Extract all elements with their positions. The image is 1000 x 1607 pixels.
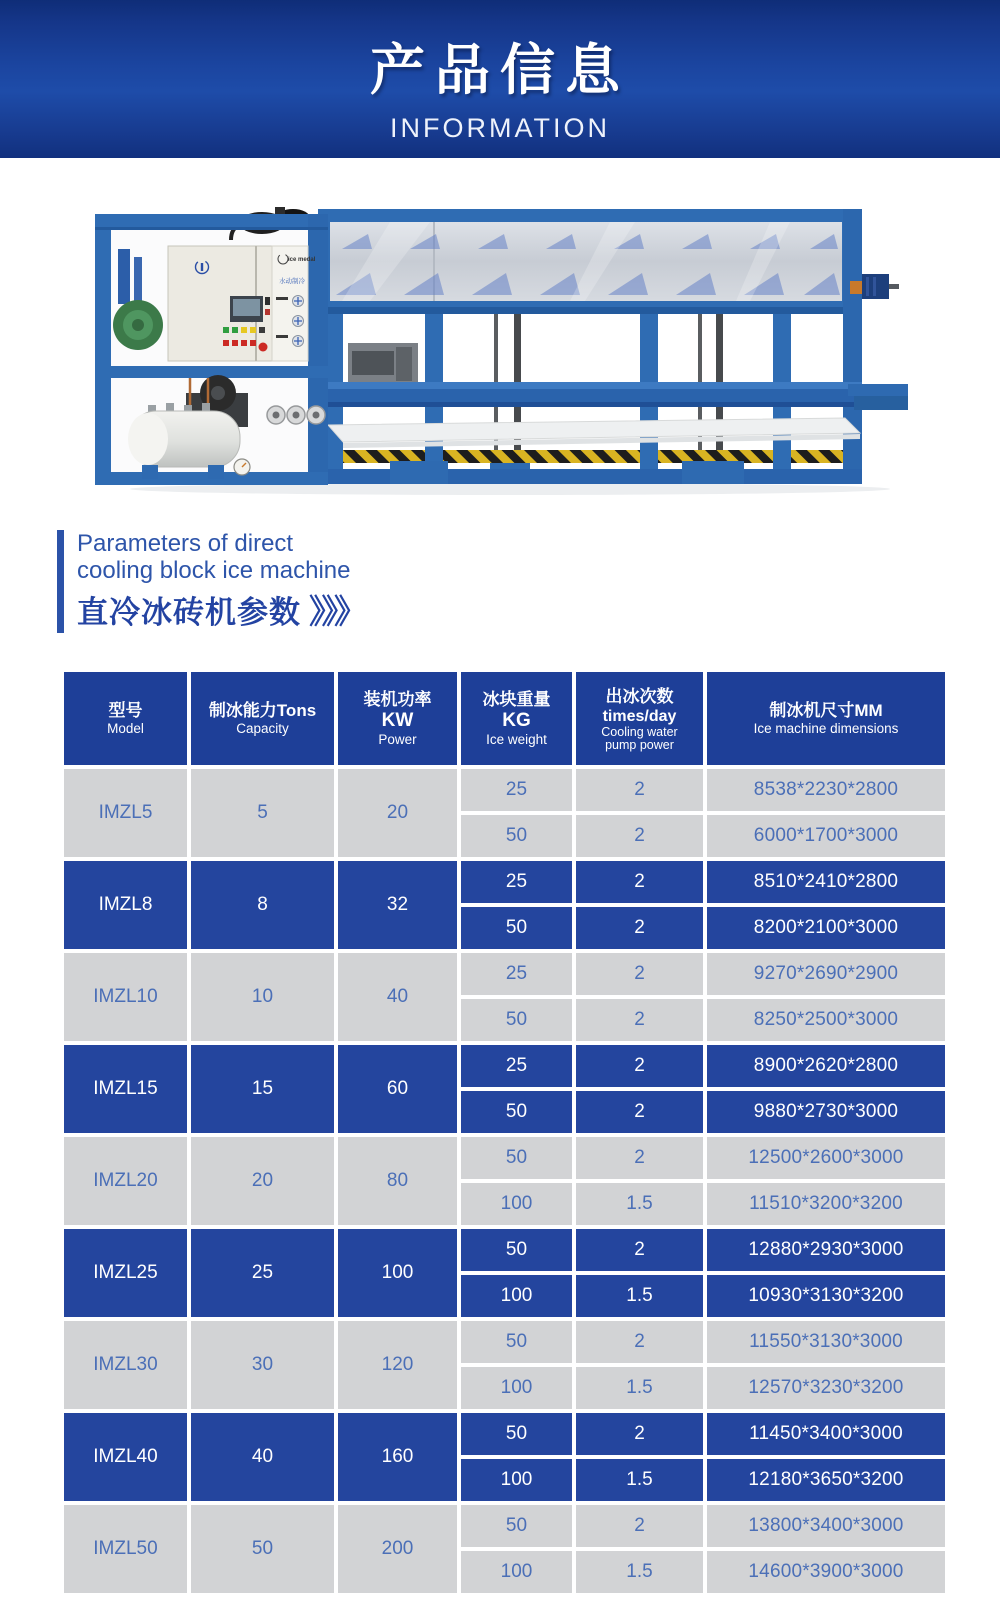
- cell-capacity: 25: [189, 1227, 336, 1319]
- cell-ice-weight: 25: [459, 951, 574, 997]
- cell-times-per-day: 2: [574, 859, 705, 905]
- cell-times-per-day: 2: [574, 1089, 705, 1135]
- control-cabinet: [168, 246, 316, 361]
- cell-dimensions: 13800*3400*3000: [705, 1503, 947, 1549]
- cell-times-per-day: 1.5: [574, 1457, 705, 1503]
- cell-power: 160: [336, 1411, 459, 1503]
- cell-model: IMZL30: [62, 1319, 189, 1411]
- table-row: [62, 767, 947, 813]
- cell-dimensions: 8200*2100*3000: [705, 905, 947, 951]
- cell-ice-weight: 50: [459, 1411, 574, 1457]
- block-ice-machine-illustration: [90, 197, 910, 497]
- table-row: [62, 951, 947, 997]
- col-header-capacity: 制冰能力Tons Capacity: [189, 670, 336, 767]
- cell-dimensions: 8538*2230*2800: [705, 767, 947, 813]
- cell-power: 80: [336, 1135, 459, 1227]
- cell-ice-weight: 50: [459, 1135, 574, 1181]
- cell-dimensions: 12500*2600*3000: [705, 1135, 947, 1181]
- cell-ice-weight: 50: [459, 1089, 574, 1135]
- cell-power: 32: [336, 859, 459, 951]
- table-row: [62, 859, 947, 905]
- table-row: [62, 1319, 947, 1365]
- col-header-dimensions: 制冰机尺寸MM Ice machine dimensions: [705, 670, 947, 767]
- cell-capacity: 8: [189, 859, 336, 951]
- product-image: [90, 197, 910, 497]
- cell-power: 100: [336, 1227, 459, 1319]
- cell-times-per-day: 2: [574, 1043, 705, 1089]
- cell-dimensions: 8510*2410*2800: [705, 859, 947, 905]
- cell-power: 40: [336, 951, 459, 1043]
- cell-capacity: 15: [189, 1043, 336, 1135]
- cell-ice-weight: 25: [459, 1043, 574, 1089]
- roller-wheels: [267, 406, 325, 424]
- cell-ice-weight: 25: [459, 767, 574, 813]
- cell-times-per-day: 1.5: [574, 1549, 705, 1595]
- cell-capacity: 40: [189, 1411, 336, 1503]
- cell-capacity: 50: [189, 1503, 336, 1595]
- banner-title: 产品信息: [369, 39, 630, 101]
- cell-model: IMZL8: [62, 859, 189, 951]
- cell-power: 20: [336, 767, 459, 859]
- cell-dimensions: 12570*3230*3200: [705, 1365, 947, 1411]
- cell-capacity: 30: [189, 1319, 336, 1411]
- col-header-model: 型号 Model: [62, 670, 189, 767]
- cell-model: IMZL5: [62, 767, 189, 859]
- cell-times-per-day: 2: [574, 1503, 705, 1549]
- cell-ice-weight: 50: [459, 905, 574, 951]
- cell-dimensions: 11450*3400*3000: [705, 1411, 947, 1457]
- cell-ice-weight: 50: [459, 1227, 574, 1273]
- cell-dimensions: 8900*2620*2800: [705, 1043, 947, 1089]
- cell-ice-weight: 25: [459, 859, 574, 905]
- page-banner: [0, 0, 1000, 158]
- cell-dimensions: 6000*1700*3000: [705, 813, 947, 859]
- parameters-table: [62, 670, 947, 1595]
- table-header-row: [62, 670, 947, 767]
- cell-dimensions: 9270*2690*2900: [705, 951, 947, 997]
- cell-times-per-day: 2: [574, 1319, 705, 1365]
- section-title-en-line1: Parameters of direct: [77, 530, 294, 557]
- section-title-cn: 直冷冰砖机参数 》》》: [77, 586, 363, 633]
- freezing-tank-module: [308, 209, 908, 484]
- cell-power: 200: [336, 1503, 459, 1595]
- cell-times-per-day: 2: [574, 997, 705, 1043]
- cell-times-per-day: 2: [574, 1227, 705, 1273]
- heading-accent-bar: [57, 530, 64, 633]
- table-body: [62, 767, 947, 1595]
- cell-ice-weight: 100: [459, 1365, 574, 1411]
- panel-label-text: 水动制冷: [279, 278, 305, 285]
- section-title-en-line2: cooling block ice machine: [77, 557, 351, 584]
- cell-capacity: 5: [189, 767, 336, 859]
- table-row: [62, 1043, 947, 1089]
- valve-gauges: [293, 296, 304, 347]
- cell-model: IMZL25: [62, 1227, 189, 1319]
- cell-ice-weight: 100: [459, 1457, 574, 1503]
- col-header-times: 出冰次数 times/day Cooling water pump power: [574, 670, 705, 767]
- cell-ice-weight: 100: [459, 1549, 574, 1595]
- cell-times-per-day: 2: [574, 905, 705, 951]
- cell-dimensions: 11550*3130*3000: [705, 1319, 947, 1365]
- cell-ice-weight: 100: [459, 1181, 574, 1227]
- cell-times-per-day: 2: [574, 1135, 705, 1181]
- cell-ice-weight: 50: [459, 997, 574, 1043]
- cell-ice-weight: 50: [459, 1503, 574, 1549]
- cell-dimensions: 10930*3130*3200: [705, 1273, 947, 1319]
- cell-dimensions: 8250*2500*3000: [705, 997, 947, 1043]
- cell-times-per-day: 2: [574, 767, 705, 813]
- table-row: [62, 1411, 947, 1457]
- cell-model: IMZL40: [62, 1411, 189, 1503]
- cell-times-per-day: 1.5: [574, 1365, 705, 1411]
- table-row: [62, 1503, 947, 1549]
- cell-times-per-day: 2: [574, 1411, 705, 1457]
- cell-ice-weight: 50: [459, 813, 574, 859]
- cell-ice-weight: 50: [459, 1319, 574, 1365]
- col-header-ice-weight: 冰块重量 KG Ice weight: [459, 670, 574, 767]
- cell-dimensions: 11510*3200*3200: [705, 1181, 947, 1227]
- cell-capacity: 20: [189, 1135, 336, 1227]
- cell-ice-weight: 100: [459, 1273, 574, 1319]
- brand-text: ice medal: [288, 257, 316, 263]
- table-row: [62, 1135, 947, 1181]
- refrigeration-module: [95, 207, 328, 485]
- cell-times-per-day: 1.5: [574, 1181, 705, 1227]
- chevrons-icon: 》》》: [309, 593, 363, 630]
- table-row: [62, 1227, 947, 1273]
- cell-times-per-day: 2: [574, 951, 705, 997]
- cell-dimensions: 12180*3650*3200: [705, 1457, 947, 1503]
- banner-subtitle: INFORMATION: [390, 113, 610, 143]
- cell-times-per-day: 2: [574, 813, 705, 859]
- cell-dimensions: 14600*3900*3000: [705, 1549, 947, 1595]
- section-heading: [57, 530, 1000, 633]
- cell-capacity: 10: [189, 951, 336, 1043]
- cell-times-per-day: 1.5: [574, 1273, 705, 1319]
- cell-dimensions: 9880*2730*3000: [705, 1089, 947, 1135]
- cell-model: IMZL15: [62, 1043, 189, 1135]
- col-header-power: 装机功率 KW Power: [336, 670, 459, 767]
- cell-model: IMZL50: [62, 1503, 189, 1595]
- cell-dimensions: 12880*2930*3000: [705, 1227, 947, 1273]
- cell-power: 60: [336, 1043, 459, 1135]
- cell-model: IMZL20: [62, 1135, 189, 1227]
- cell-power: 120: [336, 1319, 459, 1411]
- cell-model: IMZL10: [62, 951, 189, 1043]
